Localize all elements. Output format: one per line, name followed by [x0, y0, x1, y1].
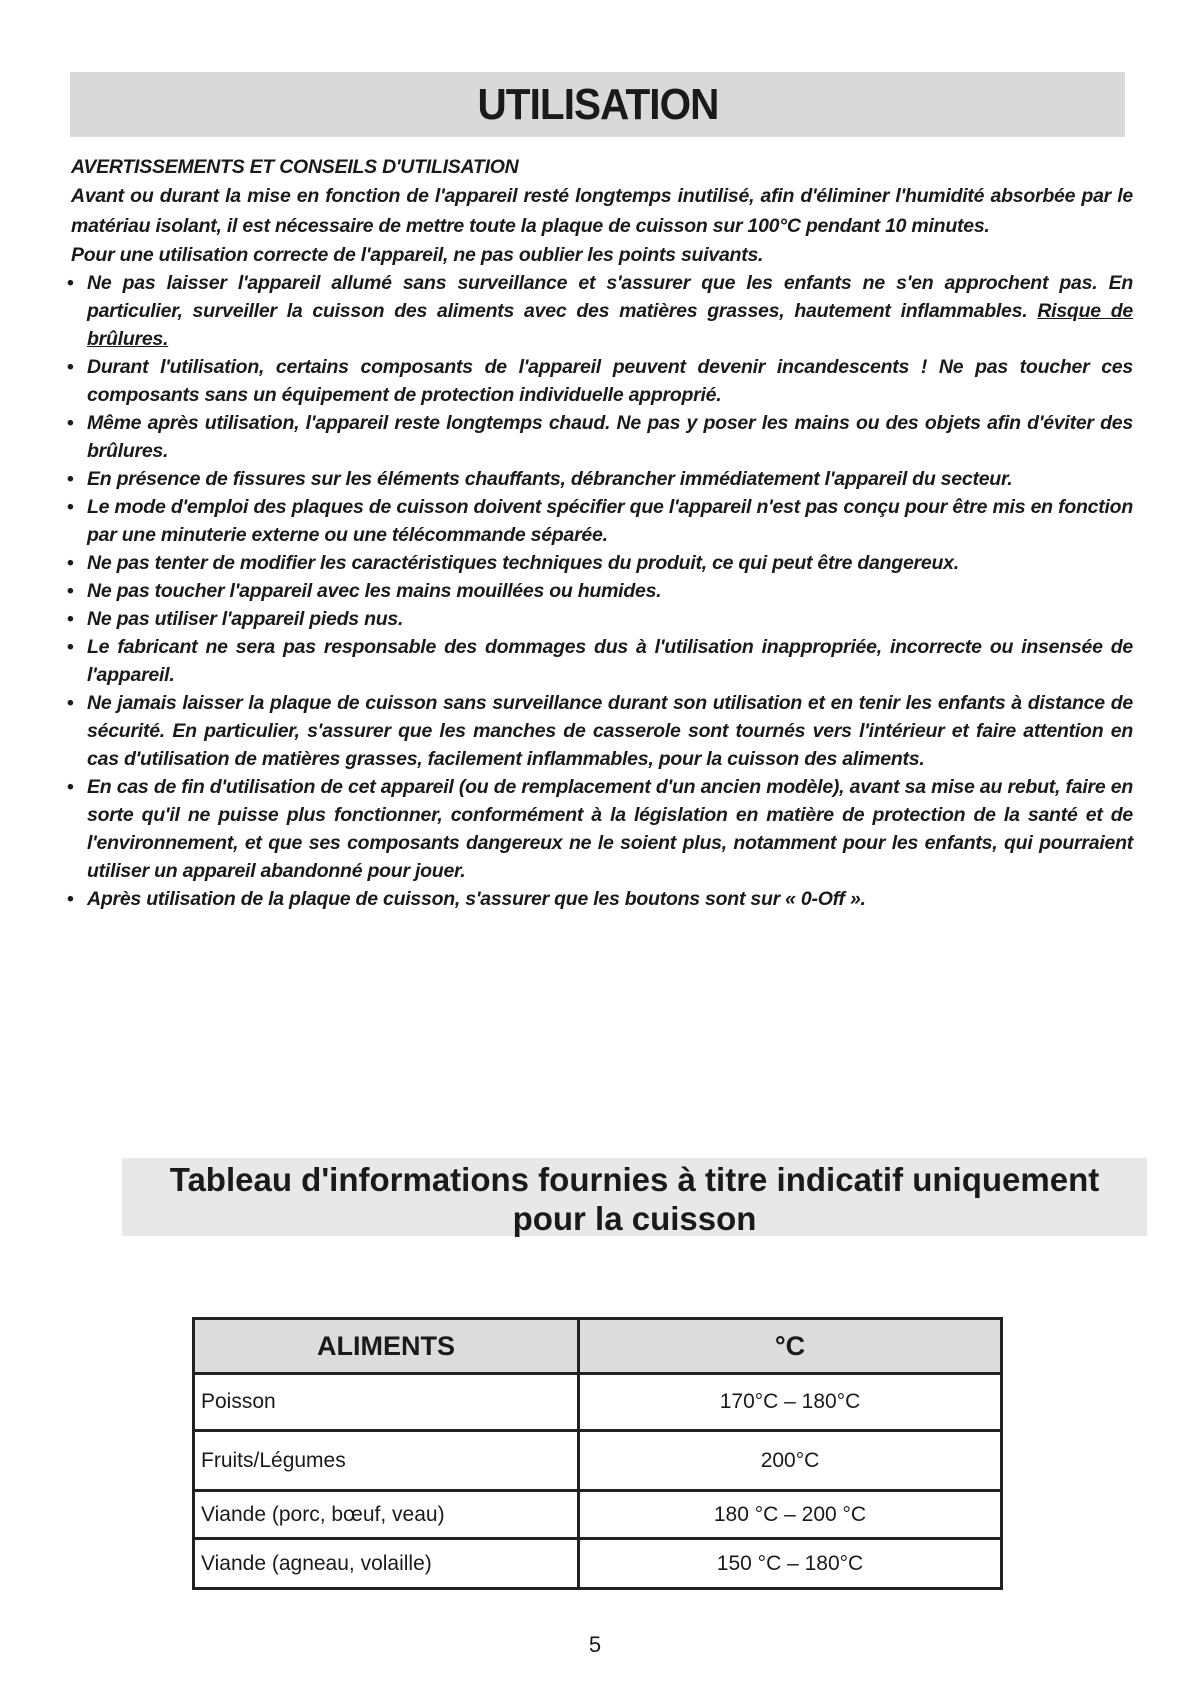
table-title-line: Tableau d'informations fournies à titre indicatif uniquement	[169, 1161, 1100, 1198]
lead-paragraph: Pour une utilisation correcte de l'appareil, ne pas oublier les points suivants.	[71, 244, 764, 266]
bullet-list	[67, 353, 1133, 913]
list-item-text: En cas de fin d'utilisation de cet appareil (ou de remplacement d'un ancien modèle), avant sa mise au rebut, faire en sorte qu'il ne puisse plus fonctionner, conformément à la législation en matière de protection de la santé et de l'environnement, et que ses composants dangereux ne le soient plus, notamment pour les enfants, qui pourraient utiliser un appareil abandonné pour jouer.	[87, 776, 1133, 882]
list-item	[67, 577, 1133, 605]
table-row	[194, 1374, 1002, 1431]
list-item	[67, 633, 1133, 689]
intro-paragraph: Avant ou durant la mise en fonction de l'appareil resté longtemps inutilisé, afin d'éliminer l'humidité absorbée par le matériau isolant, il est nécessaire de mettre toute la plaque de cuisson sur 100°C pendant 10 minutes.	[71, 185, 1133, 237]
page-number: 5	[588, 1632, 602, 1657]
bullet-icon: •	[67, 272, 74, 294]
temperature-cell: 150 °C – 180°C	[579, 1539, 1002, 1589]
list-item-text: Même après utilisation, l'appareil reste longtemps chaud. Ne pas y poser les mains ou des objets afin d'éviter des brûlures.	[87, 412, 1133, 462]
bullet-icon: •	[67, 888, 74, 910]
list-item-text: Ne jamais laisser la plaque de cuisson sans surveillance durant son utilisation et en tenir les enfants à distance de sécurité. En particulier, s'assurer que les manches de casserole sont tournés vers l'intérieur et faire attention en cas d'utilisation de matières grasses, facilement inflammables, pour la cuisson des aliments.	[87, 692, 1133, 770]
list-item-text: Durant l'utilisation, certains composants de l'appareil peuvent devenir incandescents ! Ne pas toucher ces composants sans un équipement de protection individuelle approprié.	[87, 356, 1133, 406]
list-item-text: Ne pas tenter de modifier les caractéristiques techniques du produit, ce qui peut être dangereux.	[87, 552, 959, 574]
list-item	[67, 773, 1133, 885]
burn-risk-warning: Risque de brûlures.	[87, 300, 1134, 350]
column-header: ALIMENTS	[194, 1319, 579, 1374]
table-row	[194, 1491, 1002, 1539]
list-item	[67, 549, 1133, 577]
food-cell: Fruits/Légumes	[194, 1431, 579, 1491]
page-header	[70, 72, 1125, 137]
column-header: °C	[579, 1319, 1002, 1374]
list-item-text: Ne pas utiliser l'appareil pieds nus.	[87, 608, 404, 630]
temperature-cell: 170°C – 180°C	[579, 1374, 1002, 1431]
list-item-text: Ne pas toucher l'appareil avec les mains mouillées ou humides.	[87, 580, 662, 602]
list-item	[67, 269, 1134, 353]
list-item	[67, 689, 1133, 773]
bullet-icon: •	[67, 692, 74, 714]
bullet-icon: •	[67, 608, 74, 630]
list-item-text: Le fabricant ne sera pas responsable des dommages dus à l'utilisation inappropriée, incorrecte ou insensée de l'appareil.	[87, 636, 1133, 686]
table-row	[194, 1431, 1002, 1491]
food-cell: Viande (agneau, volaille)	[194, 1539, 579, 1589]
list-item-text: Après utilisation de la plaque de cuisson, s'assurer que les boutons sont sur « 0-Off ».	[87, 888, 866, 910]
warnings-section	[67, 153, 1134, 913]
table-title	[122, 1158, 1147, 1236]
bullet-icon: •	[67, 636, 74, 658]
food-cell: Viande (porc, bœuf, veau)	[194, 1491, 579, 1539]
list-item	[67, 353, 1133, 409]
section-heading: AVERTISSEMENTS ET CONSEILS D'UTILISATION	[71, 156, 519, 178]
list-item	[67, 409, 1133, 465]
bullet-icon: •	[67, 412, 74, 434]
list-item-text: Le mode d'emploi des plaques de cuisson doivent spécifier que l'appareil n'est pas conçu pour être mis en fonction par une minuterie externe ou une télécommande séparée.	[87, 496, 1133, 546]
temperature-cell: 200°C	[579, 1431, 1002, 1491]
list-item	[67, 465, 1133, 493]
list-item	[67, 493, 1133, 549]
bullet-icon: •	[67, 580, 74, 602]
bullet-icon: •	[67, 496, 74, 518]
table-title-line: pour la cuisson	[512, 1200, 757, 1237]
temperature-cell: 180 °C – 200 °C	[579, 1491, 1002, 1539]
table-row	[194, 1539, 1002, 1589]
list-item	[67, 885, 1133, 913]
cooking-table	[192, 1317, 1003, 1590]
list-item-text: Ne pas laisser l'appareil allumé sans surveillance et s'assurer que les enfants ne s'en approchent pas. En particulier, surveiller la cuisson des aliments avec des matières grasses, hautement inflammables.	[87, 272, 1133, 322]
bullet-icon: •	[67, 356, 74, 378]
food-cell: Poisson	[194, 1374, 579, 1431]
bullet-icon: •	[67, 468, 74, 490]
list-item-text: En présence de fissures sur les éléments chauffants, débrancher immédiatement l'appareil du secteur.	[87, 468, 1013, 490]
list-item	[67, 605, 1133, 633]
bullet-icon: •	[67, 552, 74, 574]
bullet-icon: •	[67, 776, 74, 798]
page-title: UTILISATION	[477, 79, 718, 129]
